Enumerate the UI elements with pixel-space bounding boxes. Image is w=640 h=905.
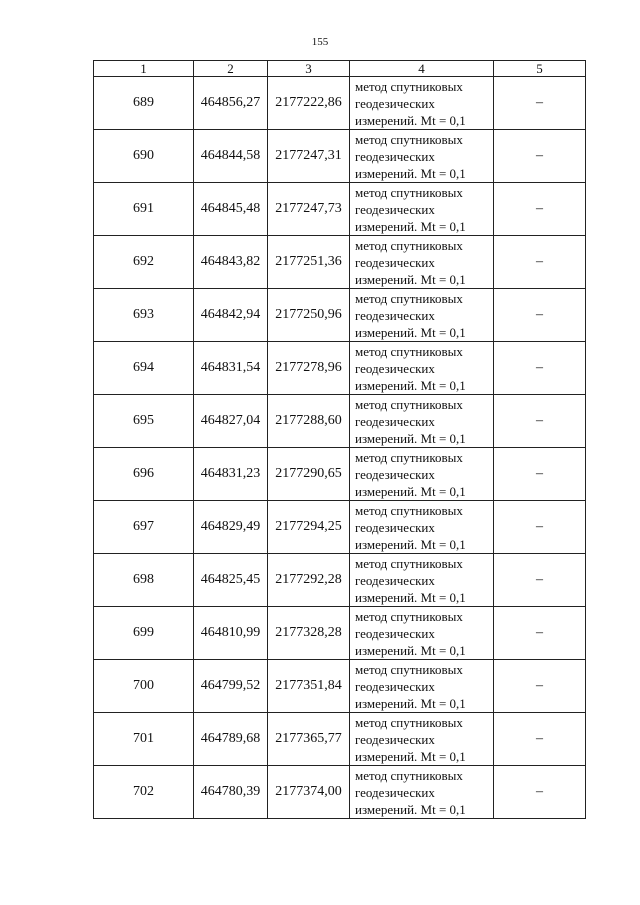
table-row xyxy=(94,289,586,342)
method-cell xyxy=(350,183,494,236)
y-coordinate-cell: 2177328,28 xyxy=(268,607,350,660)
header-col-1: 1 xyxy=(94,61,194,77)
header-col-4: 4 xyxy=(350,61,494,77)
header-col-5: 5 xyxy=(494,61,586,77)
y-coordinate-cell: 2177278,96 xyxy=(268,342,350,395)
method-cell xyxy=(350,501,494,554)
x-coordinate-cell: 464789,68 xyxy=(194,713,268,766)
method-line: измерений. Mt = 0,1 xyxy=(355,112,466,128)
point-number-cell: 691 xyxy=(94,183,194,236)
method-cell xyxy=(350,713,494,766)
method-line: метод спутниковых xyxy=(355,78,463,94)
method-cell xyxy=(350,554,494,607)
x-coordinate-cell: 464799,52 xyxy=(194,660,268,713)
table-row xyxy=(94,448,586,501)
method-line: метод спутниковых xyxy=(355,184,463,200)
method-line: метод спутниковых xyxy=(355,555,463,571)
method-line: измерений. Mt = 0,1 xyxy=(355,589,466,605)
method-cell xyxy=(350,342,494,395)
point-number-cell: 698 xyxy=(94,554,194,607)
x-coordinate-cell: 464844,58 xyxy=(194,130,268,183)
note-cell: – xyxy=(494,183,586,236)
method-cell xyxy=(350,289,494,342)
y-coordinate-cell: 2177247,31 xyxy=(268,130,350,183)
page-number: 155 xyxy=(311,36,329,48)
y-coordinate-cell: 2177247,73 xyxy=(268,183,350,236)
point-number-cell: 701 xyxy=(94,713,194,766)
note-cell: – xyxy=(494,501,586,554)
table-row xyxy=(94,395,586,448)
note-cell: – xyxy=(494,289,586,342)
method-line: геодезических xyxy=(355,360,435,376)
method-line: геодезических xyxy=(355,148,435,164)
y-coordinate-cell: 2177294,25 xyxy=(268,501,350,554)
note-cell: – xyxy=(494,236,586,289)
y-coordinate-cell: 2177292,28 xyxy=(268,554,350,607)
x-coordinate-cell: 464856,27 xyxy=(194,77,268,130)
table-row xyxy=(94,713,586,766)
header-col-2: 2 xyxy=(194,61,268,77)
method-line: геодезических xyxy=(355,572,435,588)
y-coordinate-cell: 2177222,86 xyxy=(268,77,350,130)
point-number-cell: 702 xyxy=(94,766,194,819)
method-line: геодезических xyxy=(355,307,435,323)
method-line: метод спутниковых xyxy=(355,290,463,306)
method-line: измерений. Mt = 0,1 xyxy=(355,218,466,234)
method-line: геодезических xyxy=(355,678,435,694)
table-row xyxy=(94,342,586,395)
method-line: измерений. Mt = 0,1 xyxy=(355,430,466,446)
note-cell: – xyxy=(494,766,586,819)
x-coordinate-cell: 464845,48 xyxy=(194,183,268,236)
method-line: геодезических xyxy=(355,254,435,270)
y-coordinate-cell: 2177288,60 xyxy=(268,395,350,448)
method-line: геодезических xyxy=(355,466,435,482)
method-cell xyxy=(350,236,494,289)
note-cell: – xyxy=(494,554,586,607)
point-number-cell: 696 xyxy=(94,448,194,501)
table-header-row xyxy=(94,61,586,77)
x-coordinate-cell: 464829,49 xyxy=(194,501,268,554)
y-coordinate-cell: 2177250,96 xyxy=(268,289,350,342)
method-cell xyxy=(350,395,494,448)
method-line: метод спутниковых xyxy=(355,661,463,677)
method-line: геодезических xyxy=(355,784,435,800)
note-cell: – xyxy=(494,448,586,501)
method-line: метод спутниковых xyxy=(355,449,463,465)
method-line: геодезических xyxy=(355,519,435,535)
y-coordinate-cell: 2177365,77 xyxy=(268,713,350,766)
method-line: измерений. Mt = 0,1 xyxy=(355,324,466,340)
table-row xyxy=(94,607,586,660)
header-col-3: 3 xyxy=(268,61,350,77)
method-line: измерений. Mt = 0,1 xyxy=(355,536,466,552)
note-cell: – xyxy=(494,660,586,713)
point-number-cell: 695 xyxy=(94,395,194,448)
method-line: геодезических xyxy=(355,201,435,217)
note-cell: – xyxy=(494,395,586,448)
method-line: метод спутниковых xyxy=(355,343,463,359)
x-coordinate-cell: 464810,99 xyxy=(194,607,268,660)
method-line: измерений. Mt = 0,1 xyxy=(355,801,466,817)
point-number-cell: 693 xyxy=(94,289,194,342)
method-cell xyxy=(350,766,494,819)
method-line: геодезических xyxy=(355,731,435,747)
x-coordinate-cell: 464827,04 xyxy=(194,395,268,448)
note-cell: – xyxy=(494,342,586,395)
y-coordinate-cell: 2177251,36 xyxy=(268,236,350,289)
x-coordinate-cell: 464780,39 xyxy=(194,766,268,819)
method-cell xyxy=(350,607,494,660)
y-coordinate-cell: 2177351,84 xyxy=(268,660,350,713)
table-row xyxy=(94,183,586,236)
method-line: измерений. Mt = 0,1 xyxy=(355,483,466,499)
point-number-cell: 697 xyxy=(94,501,194,554)
point-number-cell: 700 xyxy=(94,660,194,713)
method-line: метод спутниковых xyxy=(355,608,463,624)
method-line: измерений. Mt = 0,1 xyxy=(355,748,466,764)
method-line: геодезических xyxy=(355,625,435,641)
method-line: метод спутниковых xyxy=(355,502,463,518)
method-line: геодезических xyxy=(355,95,435,111)
method-line: измерений. Mt = 0,1 xyxy=(355,695,466,711)
method-cell xyxy=(350,448,494,501)
table-row xyxy=(94,554,586,607)
method-cell xyxy=(350,77,494,130)
method-line: метод спутниковых xyxy=(355,767,463,783)
method-line: измерений. Mt = 0,1 xyxy=(355,165,466,181)
note-cell: – xyxy=(494,77,586,130)
point-number-cell: 694 xyxy=(94,342,194,395)
x-coordinate-cell: 464831,23 xyxy=(194,448,268,501)
method-cell xyxy=(350,660,494,713)
table-row xyxy=(94,766,586,819)
method-cell xyxy=(350,130,494,183)
y-coordinate-cell: 2177290,65 xyxy=(268,448,350,501)
point-number-cell: 692 xyxy=(94,236,194,289)
coordinates-table xyxy=(93,60,586,819)
x-coordinate-cell: 464843,82 xyxy=(194,236,268,289)
table-row xyxy=(94,130,586,183)
method-line: метод спутниковых xyxy=(355,237,463,253)
method-line: измерений. Mt = 0,1 xyxy=(355,642,466,658)
table-row xyxy=(94,501,586,554)
point-number-cell: 690 xyxy=(94,130,194,183)
table-row xyxy=(94,236,586,289)
x-coordinate-cell: 464831,54 xyxy=(194,342,268,395)
method-line: геодезических xyxy=(355,413,435,429)
y-coordinate-cell: 2177374,00 xyxy=(268,766,350,819)
note-cell: – xyxy=(494,713,586,766)
table-row xyxy=(94,660,586,713)
point-number-cell: 699 xyxy=(94,607,194,660)
method-line: измерений. Mt = 0,1 xyxy=(355,377,466,393)
note-cell: – xyxy=(494,130,586,183)
method-line: метод спутниковых xyxy=(355,131,463,147)
x-coordinate-cell: 464842,94 xyxy=(194,289,268,342)
method-line: метод спутниковых xyxy=(355,714,463,730)
method-line: измерений. Mt = 0,1 xyxy=(355,271,466,287)
table-row xyxy=(94,77,586,130)
method-line: метод спутниковых xyxy=(355,396,463,412)
note-cell: – xyxy=(494,607,586,660)
x-coordinate-cell: 464825,45 xyxy=(194,554,268,607)
point-number-cell: 689 xyxy=(94,77,194,130)
